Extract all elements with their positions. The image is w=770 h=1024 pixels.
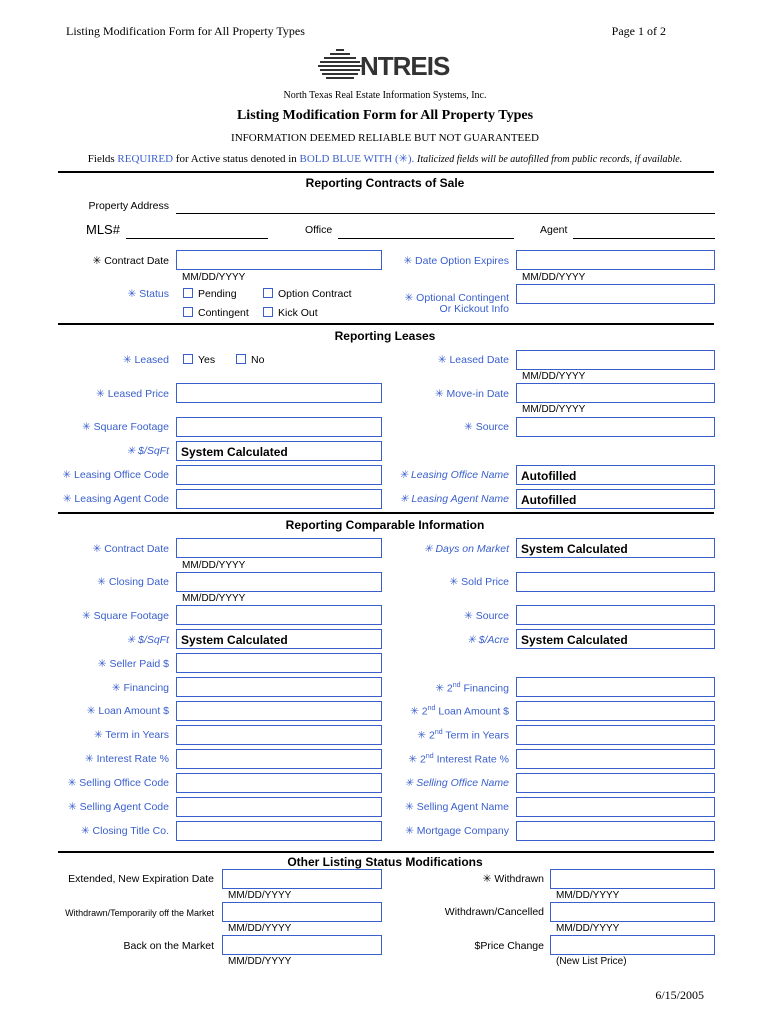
closing-date-input[interactable] — [176, 572, 382, 592]
comp-contract-date-label: ✳ Contract Date — [92, 543, 169, 555]
sold-price-input[interactable] — [516, 572, 715, 592]
new-list-price-note: (New List Price) — [556, 956, 627, 967]
leasing-office-code-input[interactable] — [176, 465, 382, 485]
leased-price-input[interactable] — [176, 383, 382, 403]
sold-price-label: ✳ Sold Price — [449, 576, 509, 588]
logo-text: NTREIS — [360, 51, 450, 81]
term-input[interactable] — [176, 725, 382, 745]
checkbox[interactable] — [183, 307, 193, 317]
leasing-agent-name-value: Autofilled — [516, 489, 715, 509]
selling-agent-name-input[interactable] — [516, 797, 715, 817]
second-interest-rate-label: ✳ 2nd Interest Rate % — [408, 753, 509, 766]
back-on-market-label: Back on the Market — [123, 940, 214, 952]
comp-source-input[interactable] — [516, 605, 715, 625]
withdrawn-label: ✳ Withdrawn — [482, 873, 544, 885]
closing-title-input[interactable] — [176, 821, 382, 841]
date-option-label: ✳ Date Option Expires — [403, 255, 509, 267]
required-note: Fields REQUIRED for Active status denoted in BOLD BLUE WITH (✳). Italicized fields will be autofilled from public records, if available. — [87, 153, 683, 165]
second-financing-label: ✳ 2nd Financing — [435, 682, 509, 695]
mortgage-company-input[interactable] — [516, 821, 715, 841]
disclaimer: INFORMATION DEEMED RELIABLE BUT NOT GUARANTEED — [231, 132, 539, 144]
comp-contract-date-format: MM/DD/YYYY — [182, 560, 246, 571]
second-interest-rate-input[interactable] — [516, 749, 715, 769]
comp-source-label: ✳ Source — [464, 610, 509, 622]
checkbox[interactable] — [183, 354, 193, 364]
interest-rate-label: ✳ Interest Rate % — [84, 753, 169, 765]
days-on-market-value: System Calculated — [516, 538, 715, 558]
second-term-input[interactable] — [516, 725, 715, 745]
optional-contingent-label: ✳ Optional Contingent — [404, 292, 509, 304]
property-address-label: Property Address — [88, 200, 169, 212]
organization-name: North Texas Real Estate Information Systems, Inc. — [283, 90, 487, 101]
agent-label: Agent — [540, 224, 568, 236]
leasing-office-name-value: Autofilled — [516, 465, 715, 485]
mls-label: MLS# — [86, 222, 120, 237]
leased-date-input[interactable] — [516, 350, 715, 370]
section-heading-comparable: Reporting Comparable Information — [285, 518, 485, 532]
second-financing-input[interactable] — [516, 677, 715, 697]
per-acre-value: System Calculated — [516, 629, 715, 649]
section-heading-contracts: Reporting Contracts of Sale — [305, 176, 465, 190]
withdrawn-temp-input[interactable] — [222, 902, 382, 922]
withdrawn-temp-format: MM/DD/YYYY — [228, 923, 292, 934]
lease-source-input[interactable] — [516, 417, 715, 437]
extended-label: Extended, New Expiration Date — [68, 873, 214, 885]
closing-date-format: MM/DD/YYYY — [182, 593, 246, 604]
checkbox[interactable] — [263, 307, 273, 317]
form-title: Listing Modification Form for All Property Types — [236, 108, 534, 123]
lease-per-sqft-value: System Calculated — [176, 441, 382, 461]
selling-office-code-label: ✳ Selling Office Code — [67, 777, 169, 789]
lease-square-footage-label: ✳ Square Footage — [81, 421, 169, 433]
withdrawn-temp-label: Withdrawn/Temporarily off the Market — [65, 908, 214, 918]
agent-field[interactable] — [573, 238, 715, 239]
move-in-date-label: ✳ Move-in Date — [434, 388, 509, 400]
office-label: Office — [305, 224, 333, 236]
status-kickout-option[interactable]: Kick Out — [263, 307, 318, 319]
comp-per-sqft-label: ✳ $/SqFt — [126, 634, 169, 646]
contract-date-label: ✳ Contract Date — [92, 255, 169, 267]
loan-amount-input[interactable] — [176, 701, 382, 721]
contract-date-format: MM/DD/YYYY — [182, 272, 246, 283]
closing-date-label: ✳ Closing Date — [97, 576, 169, 588]
leasing-agent-name-label: ✳ Leasing Agent Name — [399, 493, 509, 505]
section-rule — [58, 512, 714, 514]
term-label: ✳ Term in Years — [93, 729, 169, 741]
selling-office-name-label: ✳ Selling Office Name — [404, 777, 509, 789]
leased-price-label: ✳ Leased Price — [95, 388, 169, 400]
move-in-date-format: MM/DD/YYYY — [522, 404, 586, 415]
section-heading-leases: Reporting Leases — [334, 329, 436, 343]
leasing-agent-code-input[interactable] — [176, 489, 382, 509]
extended-date-input[interactable] — [222, 869, 382, 889]
leased-date-format: MM/DD/YYYY — [522, 371, 586, 382]
move-in-date-input[interactable] — [516, 383, 715, 403]
seller-paid-label: ✳ Seller Paid $ — [97, 658, 169, 670]
selling-agent-name-label: ✳ Selling Agent Name — [405, 801, 509, 813]
page-number: Page 1 of 2 — [611, 24, 666, 38]
ntreis-logo — [318, 45, 460, 83]
or-kickout-label: Or Kickout Info — [439, 303, 509, 315]
withdrawn-cancelled-label: Withdrawn/Cancelled — [444, 906, 544, 918]
leasing-office-name-label: ✳ Leasing Office Name — [399, 469, 509, 481]
property-address-field[interactable] — [176, 213, 715, 214]
leased-date-label: ✳ Leased Date — [437, 354, 509, 366]
optional-contingent-input[interactable] — [516, 284, 715, 304]
revision-date: 6/15/2005 — [655, 988, 704, 1002]
mls-field[interactable] — [126, 238, 268, 239]
second-term-label: ✳ 2nd Term in Years — [417, 729, 509, 742]
leasing-office-code-label: ✳ Leasing Office Code — [62, 469, 169, 481]
days-on-market-label: ✳ Days on Market — [423, 543, 509, 555]
selling-office-name-input[interactable] — [516, 773, 715, 793]
status-option-contract-option[interactable]: Option Contract — [263, 288, 352, 300]
comp-contract-date-input[interactable] — [176, 538, 382, 558]
seller-paid-input[interactable] — [176, 653, 382, 673]
withdrawn-input[interactable] — [550, 869, 715, 889]
leased-yes-option[interactable]: Yes — [183, 354, 215, 366]
section-rule — [58, 323, 714, 325]
comp-square-footage-label: ✳ Square Footage — [81, 610, 169, 622]
checkbox[interactable] — [236, 354, 246, 364]
second-loan-amount-input[interactable] — [516, 701, 715, 721]
per-acre-label: ✳ $/Acre — [466, 634, 509, 646]
financing-label: ✳ Financing — [111, 682, 169, 694]
lease-source-label: ✳ Source — [464, 421, 509, 433]
back-on-market-format: MM/DD/YYYY — [228, 956, 292, 967]
leased-label: ✳ Leased — [122, 354, 169, 366]
price-change-input[interactable] — [550, 935, 715, 955]
leasing-agent-code-label: ✳ Leasing Agent Code — [62, 493, 169, 505]
mortgage-company-label: ✳ Mortgage Company — [405, 825, 509, 837]
status-label: ✳ Status — [127, 288, 169, 300]
financing-input[interactable] — [176, 677, 382, 697]
office-field[interactable] — [338, 238, 514, 239]
checkbox[interactable] — [263, 288, 273, 298]
withdrawn-cancelled-format: MM/DD/YYYY — [556, 923, 620, 934]
comp-square-footage-input[interactable] — [176, 605, 382, 625]
second-loan-amount-label: ✳ 2nd Loan Amount $ — [410, 705, 509, 718]
interest-rate-input[interactable] — [176, 749, 382, 769]
extended-date-format: MM/DD/YYYY — [228, 890, 292, 901]
back-on-market-input[interactable] — [222, 935, 382, 955]
document-title: Listing Modification Form for All Property Types — [66, 24, 305, 38]
lease-square-footage-input[interactable] — [176, 417, 382, 437]
lease-per-sqft-label: ✳ $/SqFt — [126, 445, 169, 457]
price-change-label: $Price Change — [474, 940, 544, 952]
selling-office-code-input[interactable] — [176, 773, 382, 793]
selling-agent-code-label: ✳ Selling Agent Code — [67, 801, 169, 813]
date-option-input[interactable] — [516, 250, 715, 270]
contract-date-input[interactable] — [176, 250, 382, 270]
withdrawn-format: MM/DD/YYYY — [556, 890, 620, 901]
selling-agent-code-input[interactable] — [176, 797, 382, 817]
status-contingent-option[interactable]: Contingent — [183, 307, 249, 319]
checkbox[interactable] — [183, 288, 193, 298]
comp-per-sqft-value: System Calculated — [176, 629, 382, 649]
withdrawn-cancelled-input[interactable] — [550, 902, 715, 922]
section-heading-other: Other Listing Status Modifications — [287, 855, 483, 869]
closing-title-label: ✳ Closing Title Co. — [80, 825, 169, 837]
leased-no-option[interactable]: No — [236, 354, 264, 366]
section-rule — [58, 171, 714, 173]
date-option-format: MM/DD/YYYY — [522, 272, 586, 283]
section-rule — [58, 851, 714, 853]
loan-amount-label: ✳ Loan Amount $ — [86, 705, 169, 717]
status-pending-option[interactable]: Pending — [183, 288, 237, 300]
